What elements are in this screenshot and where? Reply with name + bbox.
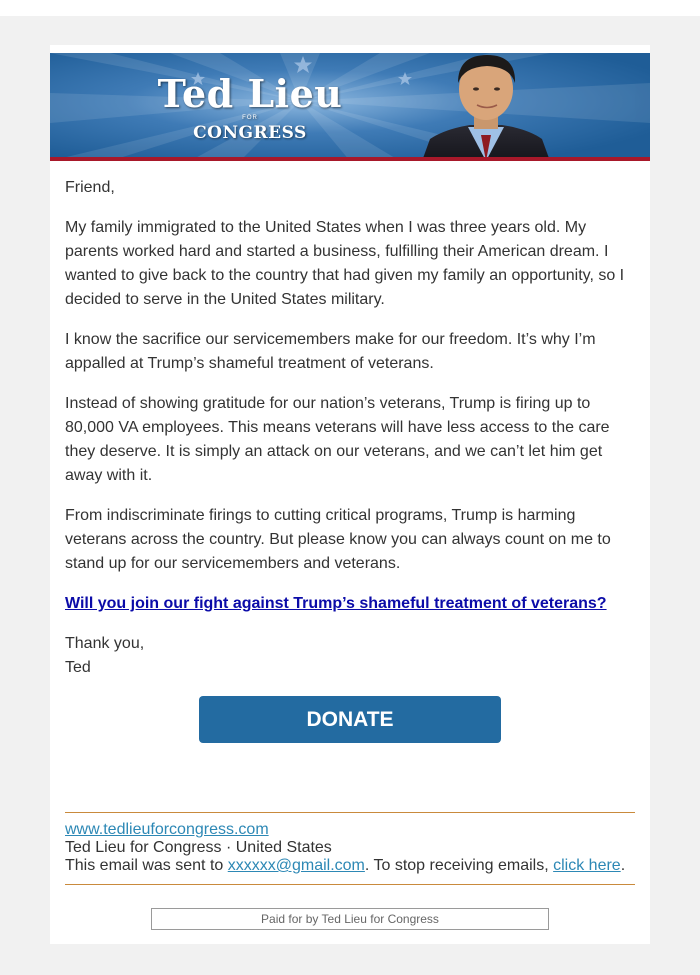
donate-button[interactable]: DONATE: [199, 696, 501, 743]
paragraph-4: From indiscriminate firings to cutting critical programs, Trump is harming veterans across the country. But please know you can always count on me to stand up for our servicemembers and veterans.: [65, 507, 611, 572]
banner-for: FOR: [242, 115, 258, 121]
paid-for-disclaimer: Paid for by Ted Lieu for Congress: [151, 908, 549, 930]
sent-prefix: This email was sent to: [65, 857, 228, 874]
paragraph-2: I know the sacrifice our servicemembers make for our freedom. It’s why I’m appalled at Trump’s shameful treatment of veterans.: [65, 331, 596, 372]
banner-name: Ted Lieu: [157, 71, 343, 116]
sent-to-line: [65, 857, 645, 875]
email-card: [50, 45, 650, 944]
header-banner: [50, 53, 650, 161]
donate-wrapper: [199, 696, 501, 743]
email-body: [65, 176, 635, 680]
banner-office: CONGRESS: [193, 123, 307, 143]
stop-text: . To stop receiving emails,: [364, 857, 554, 874]
period: .: [620, 857, 626, 874]
top-strip: [0, 0, 700, 16]
footer-divider-bottom: [65, 884, 635, 885]
greeting: Friend,: [65, 179, 115, 196]
email-footer: [65, 821, 645, 875]
cta-link[interactable]: Will you join our fight against Trump’s shameful treatment of veterans?: [65, 595, 607, 612]
paragraph-1: My family immigrated to the United States when I was three years old. My parents worked hard and started a business, fulfilling their American dream. I wanted to give back to the country that had given my family an opportunity, so I decided to serve in the United States military.: [65, 219, 625, 308]
recipient-email-link[interactable]: xxxxxx@gmail.com: [227, 857, 365, 874]
paragraph-3: Instead of showing gratitude for our nation’s veterans, Trump is firing up to 80,000 VA employees. This means veterans will have less access to the care they deserve. It is simply an attack on our veterans, and we can’t let him get away with it.: [65, 395, 610, 484]
cta-paragraph: [65, 592, 635, 616]
unsubscribe-link[interactable]: click here: [553, 857, 621, 874]
website-link[interactable]: www.tedlieuforcongress.com: [65, 821, 269, 838]
banner-red-stripe: [50, 157, 650, 161]
org-line: Ted Lieu for Congress · United States: [65, 839, 332, 856]
signoff: Thank you,: [65, 635, 145, 652]
footer-divider-top: [65, 812, 635, 813]
signature: Ted: [65, 659, 91, 676]
